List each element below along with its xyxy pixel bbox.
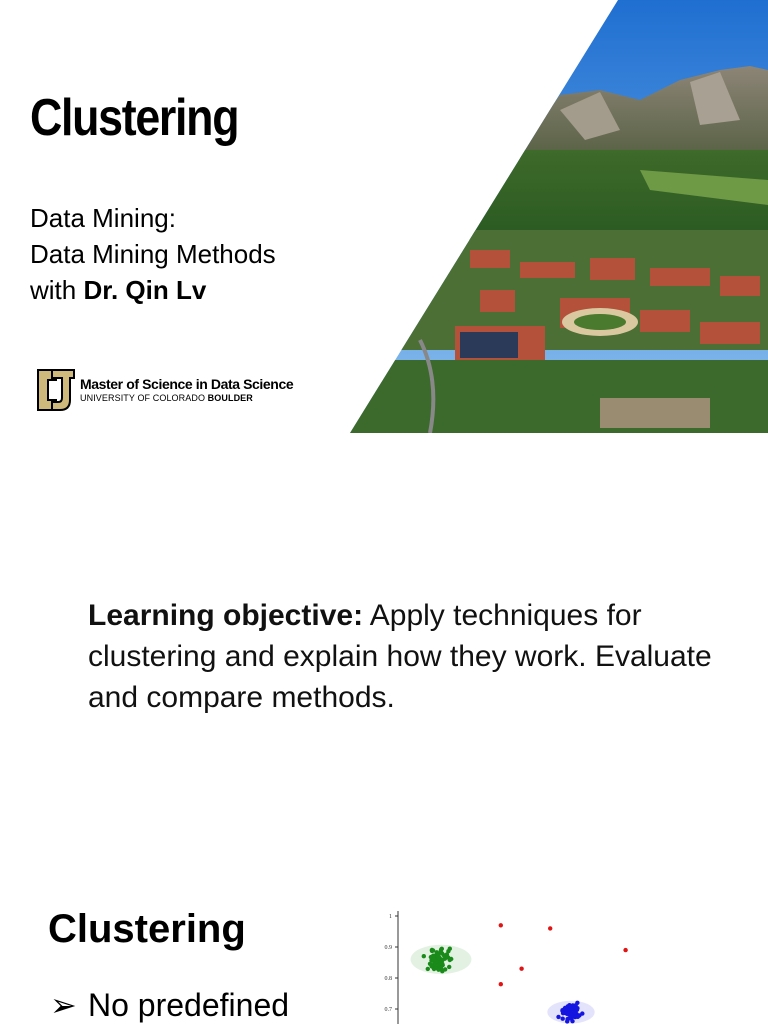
slide-title: Clustering [48, 907, 246, 951]
slide-title: Clustering [30, 89, 239, 147]
data-point [446, 955, 450, 959]
learning-objective [88, 595, 748, 718]
data-point [433, 966, 437, 970]
objective-slide [0, 433, 768, 867]
course-line-2: Data Mining Methods [30, 239, 276, 269]
bullet-item [50, 986, 289, 1024]
instructor-name: Dr. Qin Lv [83, 275, 207, 305]
data-point [432, 957, 436, 961]
data-point [426, 967, 430, 971]
data-point [556, 1015, 560, 1019]
bullet-text: No predefined [88, 987, 290, 1023]
cluster-scatter-plot [372, 911, 672, 1024]
data-point [439, 949, 443, 953]
with-word: with [30, 275, 77, 305]
data-point [447, 965, 451, 969]
data-point [575, 1001, 579, 1005]
y-tick-label: 0.7 [384, 1007, 392, 1013]
program-name: Master of Science in Data Science [80, 376, 294, 392]
data-point [435, 950, 439, 954]
data-point [576, 1015, 580, 1019]
y-tick-label: 1 [389, 914, 392, 920]
university-prefix: UNIVERSITY OF COLORADO [80, 393, 206, 403]
data-point [561, 1017, 565, 1021]
objective-label: Learning objective: [88, 599, 364, 632]
y-tick-label: 0.9 [384, 945, 392, 951]
data-point [565, 1019, 569, 1023]
data-point [519, 967, 523, 971]
data-point [499, 982, 503, 986]
data-point [428, 962, 432, 966]
clustering-slide [0, 867, 768, 1024]
data-point [431, 954, 435, 958]
title-slide [0, 0, 768, 433]
data-point [440, 958, 444, 962]
data-point [568, 1004, 572, 1008]
data-point [623, 948, 627, 952]
objective-text: Apply techniques for clustering and explain how they work. Evaluate and compare methods. [88, 599, 712, 714]
cu-logo-icon [30, 366, 78, 414]
arrow-bullet-icon: ➢ [50, 987, 77, 1023]
y-tick-label: 0.8 [384, 976, 392, 982]
data-point [572, 1010, 576, 1014]
course-line-1: Data Mining: [30, 203, 176, 233]
data-point [580, 1011, 584, 1015]
data-point [499, 923, 503, 927]
university-name [80, 393, 253, 403]
data-point [430, 949, 434, 953]
data-point [422, 954, 426, 958]
instructor-line [30, 272, 206, 308]
data-point [548, 926, 552, 930]
university-campus: BOULDER [207, 393, 253, 403]
